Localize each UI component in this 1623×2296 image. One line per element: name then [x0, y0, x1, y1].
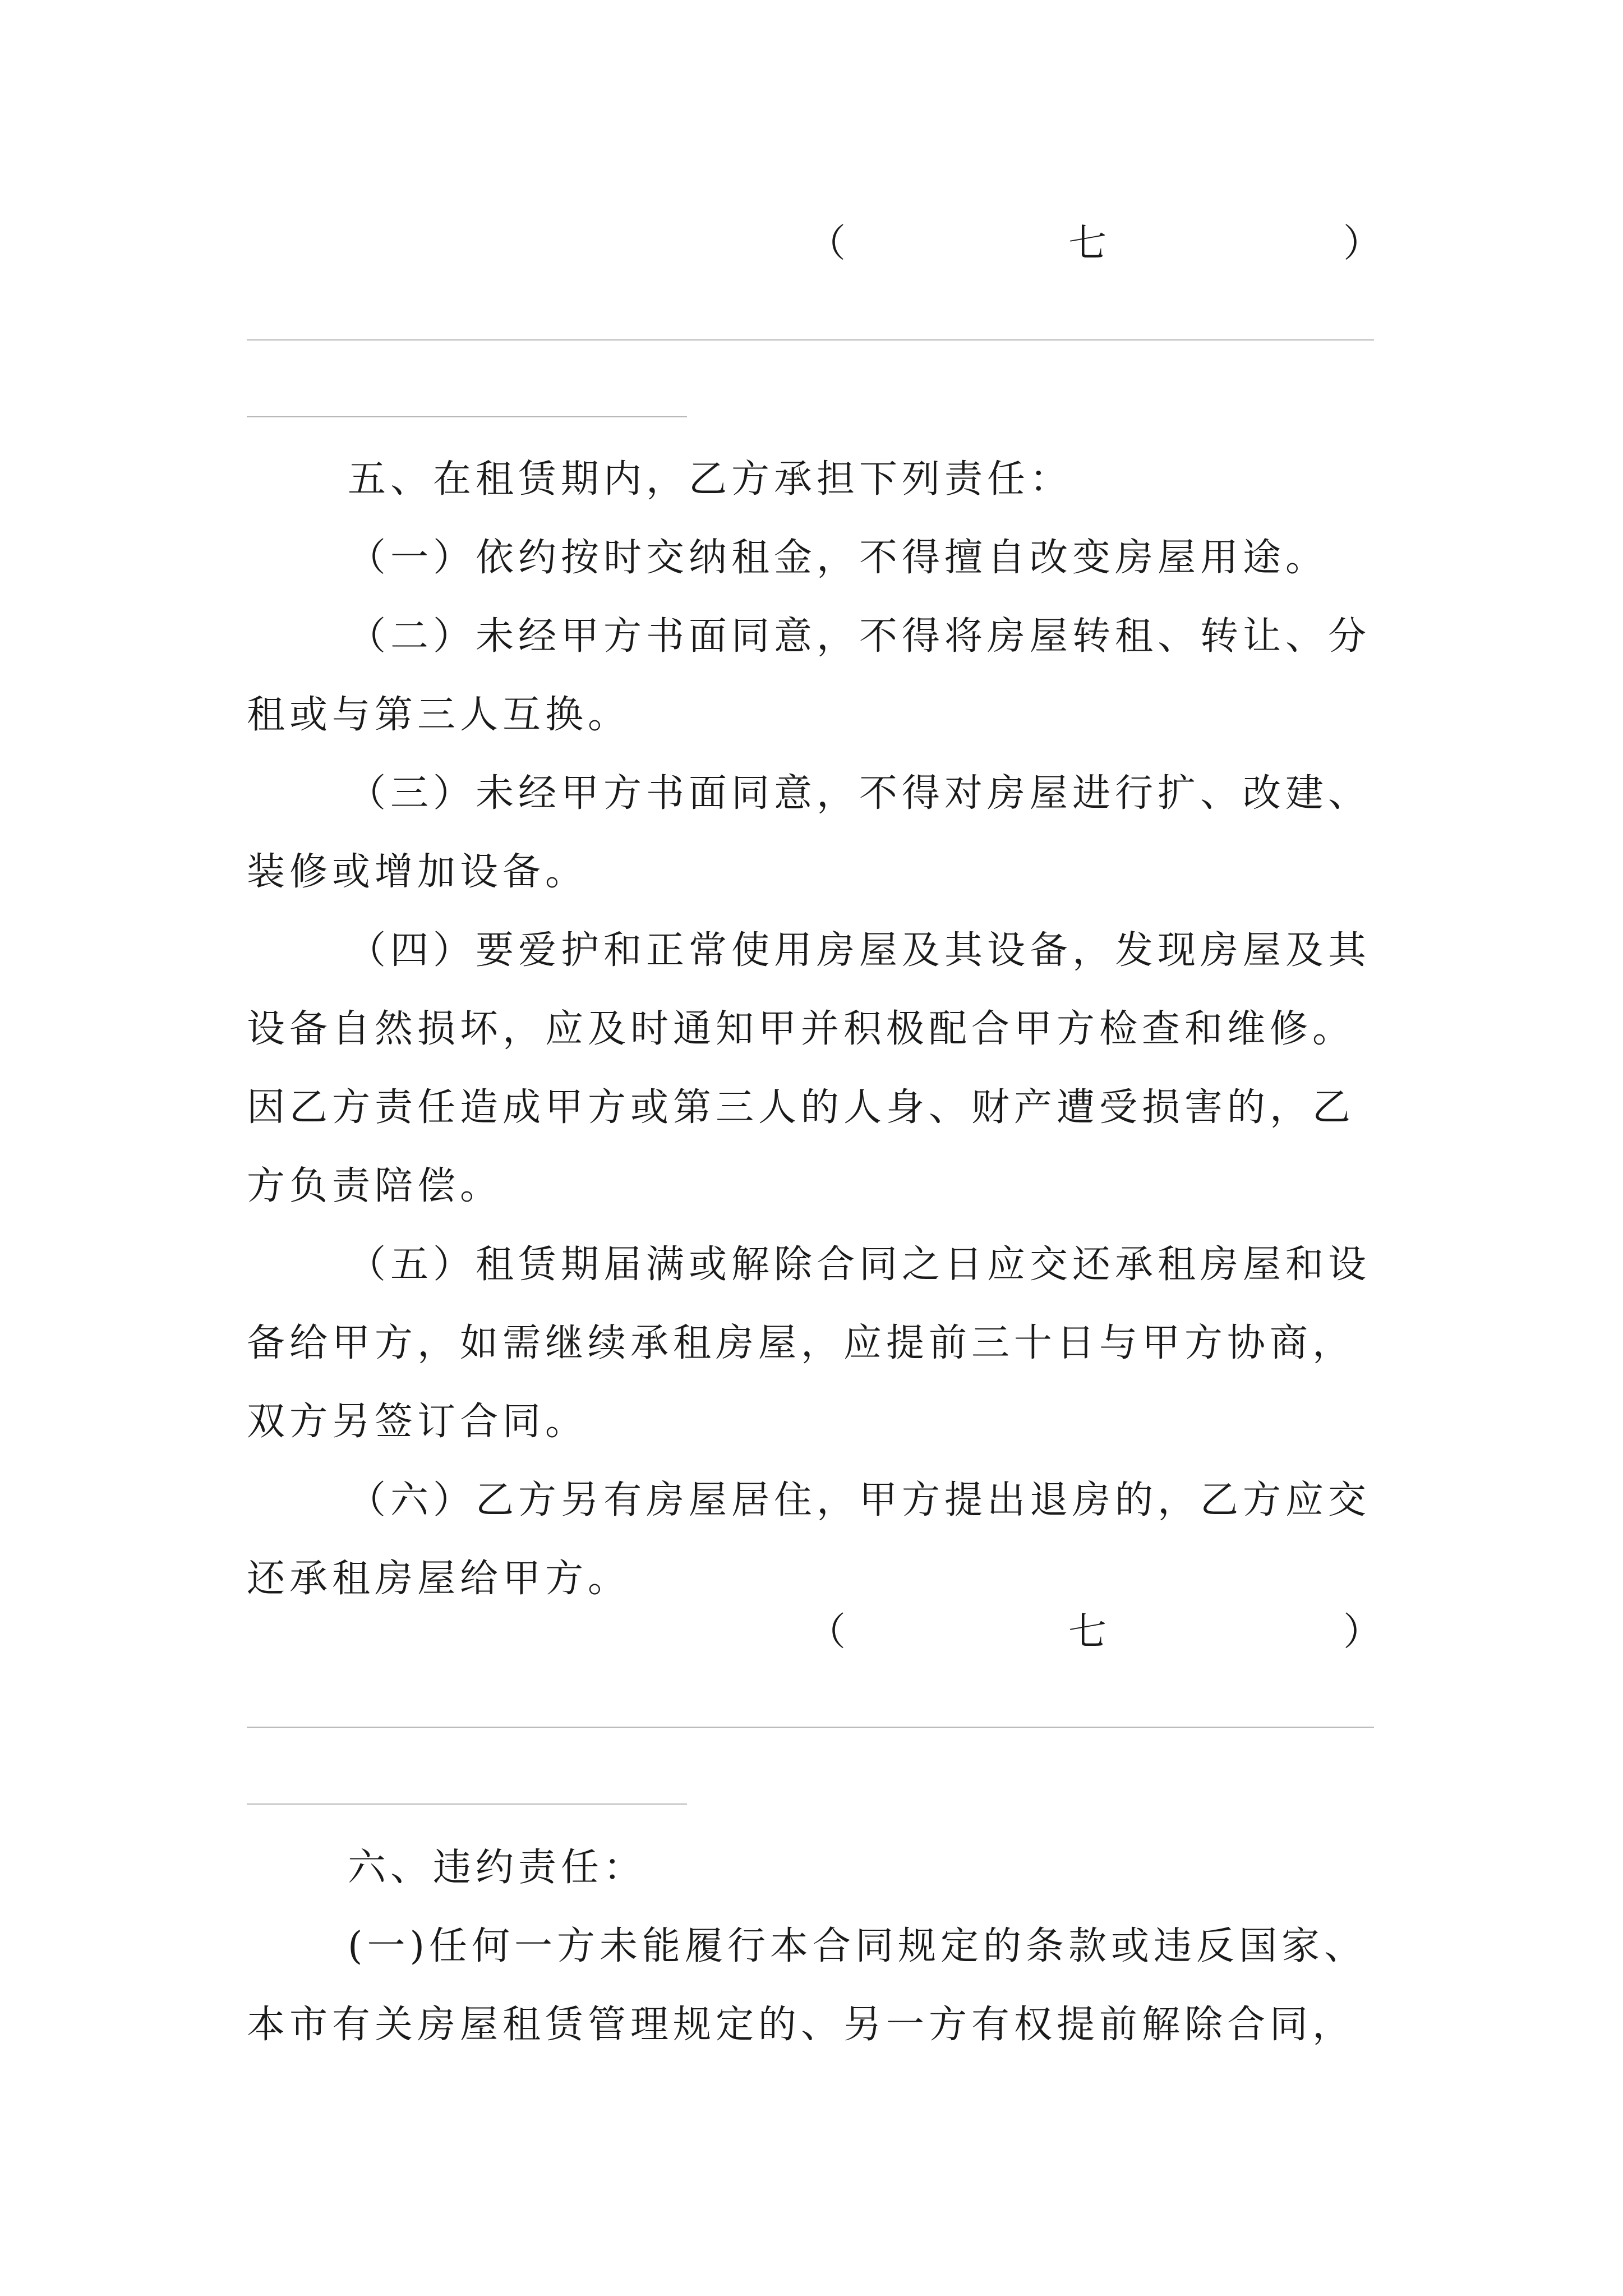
clause-item: （一）依约按时交纳租金，不得擅自改变房屋用途。 [348, 536, 1329, 580]
fill-line-long [247, 1727, 1374, 1728]
section-heading: 五、在租赁期内，乙方承担下列责任： [348, 457, 1073, 501]
clause-item: （六）乙方另有房屋居住，甲方提出退房的，乙方应交还承租房屋给甲方。 [247, 1478, 1371, 1601]
blank-close-paren: ） [1343, 1610, 1382, 1654]
blank-open-paren: （ [808, 222, 846, 266]
clause-item: (一)任何一方未能履行本合同规定的条款或违反国家、本市有关房屋租赁管理规定的、另一方有权提前解除合同， [247, 1924, 1367, 2047]
blank-row-1 [0, 222, 1623, 266]
blank-close-paren: ） [1343, 222, 1382, 266]
fill-line-long [247, 339, 1374, 341]
blank-row-2 [0, 1610, 1623, 1655]
section-heading: 六、违约责任： [348, 1846, 647, 1890]
clause-item: （三）未经甲方书面同意，不得对房屋进行扩、改建、装修或增加设备。 [247, 771, 1371, 894]
fill-line-short [247, 416, 687, 417]
blank-label: 七 [1068, 222, 1107, 266]
fill-line-short [247, 1803, 687, 1805]
clause-item: （二）未经甲方书面同意，不得将房屋转租、转让、分租或与第三人互换。 [247, 614, 1371, 737]
clause-item: （五）租赁期届满或解除合同之日应交还承租房屋和设备给甲方，如需继续承租房屋，应提前三十日与甲方协商，双方另签订合同。 [247, 1243, 1371, 1444]
clause-item: （四）要爱护和正常使用房屋及其设备，发现房屋及其设备自然损坏，应及时通知甲并积极配合甲方检查和维修。因乙方责任造成甲方或第三人的人身、财产遭受损害的，乙方负责陪偿。 [247, 928, 1371, 1208]
blank-label: 七 [1068, 1610, 1107, 1654]
blank-open-paren: （ [808, 1610, 846, 1654]
